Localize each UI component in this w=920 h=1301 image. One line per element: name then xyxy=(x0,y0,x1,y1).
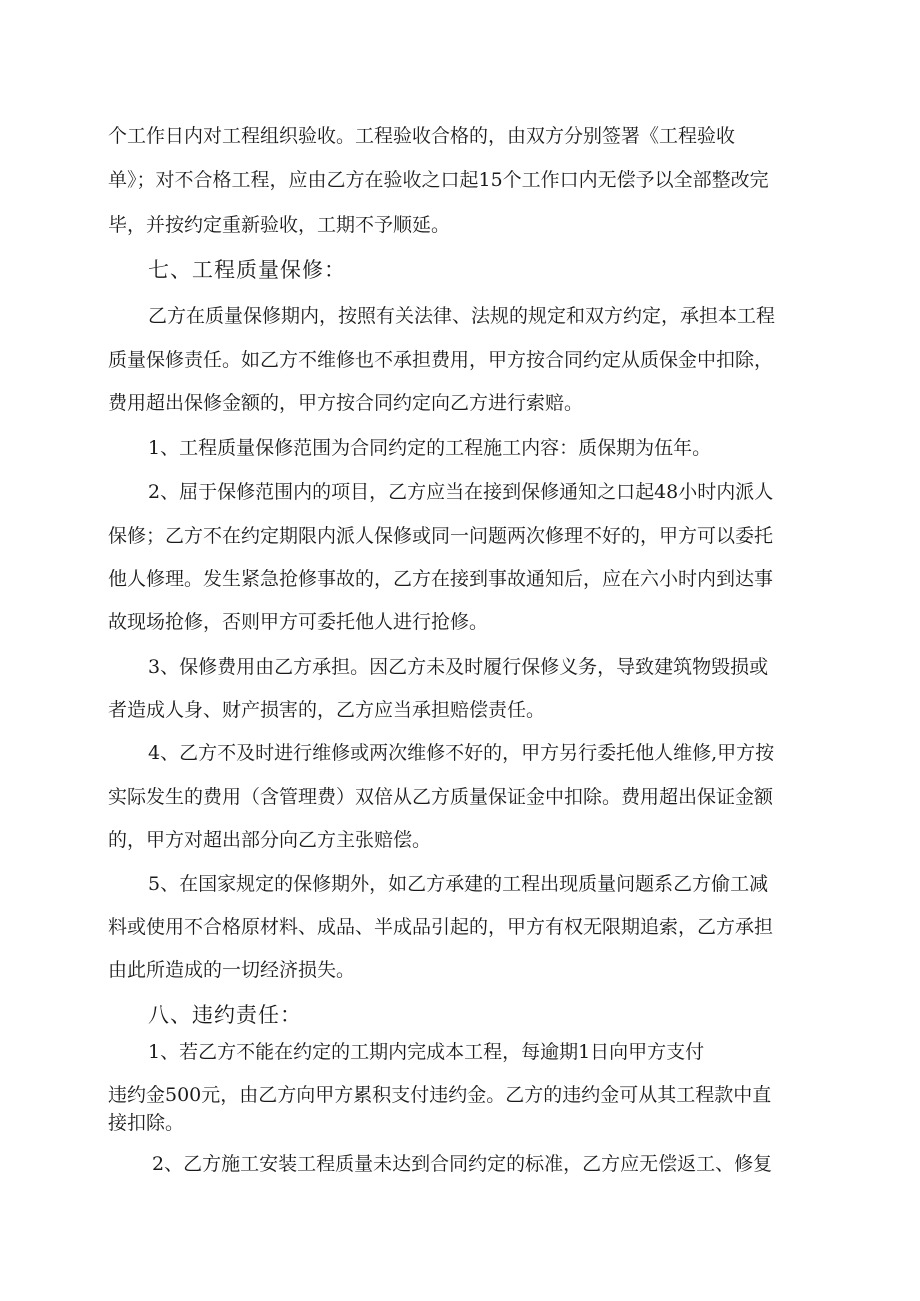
paragraph-1-line-3: 毕，并按约定重新验收，工期不予顺延。 xyxy=(108,214,451,236)
item-8-2-line-1: 2、乙方施工安装工程质量未达到合同约定的标准，乙方应无偿返工、修复 xyxy=(152,1153,773,1175)
item-7-2-line-4: 故现场抢修，否则甲方可委托他人进行抢修。 xyxy=(108,611,489,633)
item-7-5-line-1: 5、在国家规定的保修期外，如乙方承建的工程出现质量问题系乙方偷工减 xyxy=(148,873,769,895)
paragraph-1-line-1: 个工作日内对工程组织验收。工程验收合格的，由双方分别签署《工程验收 xyxy=(108,125,736,147)
item-7-3-line-1: 3、保修费用由乙方承担。因乙方未及时履行保修义务，导致建筑物毁损或 xyxy=(148,656,769,678)
section-8-heading: 八、违约责任： xyxy=(148,1003,302,1027)
item-8-1-line-3: 接扣除。 xyxy=(108,1112,185,1134)
item-7-4-line-3: 的，甲方对超出部分向乙方主张赔偿。 xyxy=(108,829,432,851)
section-7-intro-line-3: 费用超出保修金额的，甲方按合同约定向乙方进行索赔。 xyxy=(108,392,584,414)
item-7-4-line-2: 实际发生的费用（含管理费）双倍从乙方质量保证金中扣除。费用超出保证金额 xyxy=(108,786,774,808)
section-7-intro-line-2: 质量保修责任。如乙方不维修也不承担费用，甲方按合同约定从质保金中扣除， xyxy=(108,349,774,371)
item-7-5-line-2: 料或使用不合格原材料、成品、半成品引起的，甲方有权无限期追索，乙方承担 xyxy=(108,916,774,938)
item-7-3-line-2: 者造成人身、财产损害的，乙方应当承担赔偿责任。 xyxy=(108,699,546,721)
item-7-2-line-1: 2、屈于保修范围内的项目，乙方应当在接到保修通知之口起48小时内派人 xyxy=(148,481,774,503)
item-7-1-line-1: 1、工程质量保修范围为合同约定的工程施工内容：质保期为伍年。 xyxy=(148,437,712,459)
paragraph-1-line-2: 单》；对不合格工程，应由乙方在验收之口起15个工作口内无偿予以全部整改完 xyxy=(108,169,769,191)
item-7-4-line-1: 4、乙方不及时进行维修或两次维修不好的，甲方另行委托他人维修,甲方按 xyxy=(148,742,775,764)
item-7-2-line-3: 他人修理。发生紧急抢修事故的，乙方在接到事故通知后，应在六小时内到达事 xyxy=(108,568,774,590)
item-7-2-line-2: 保修；乙方不在约定期限内派人保修或同一问题两次修理不好的，甲方可以委托 xyxy=(108,525,774,547)
item-7-5-line-3: 由此所造成的一切经济损失。 xyxy=(108,959,356,981)
section-7-heading: 七、工程质量保修： xyxy=(148,258,346,282)
item-8-1-line-1: 1、若乙方不能在约定的工期内完成本工程，每逾期1日向甲方支付 xyxy=(148,1041,705,1063)
section-7-intro-line-1: 乙方在质量保修期内，按照有关法律、法规的规定和双方约定，承担本工程 xyxy=(148,305,776,327)
item-8-1-line-2: 违约金500元，由乙方向甲方累积支付违约金。乙方的违约金可从其工程款中直 xyxy=(108,1084,772,1106)
